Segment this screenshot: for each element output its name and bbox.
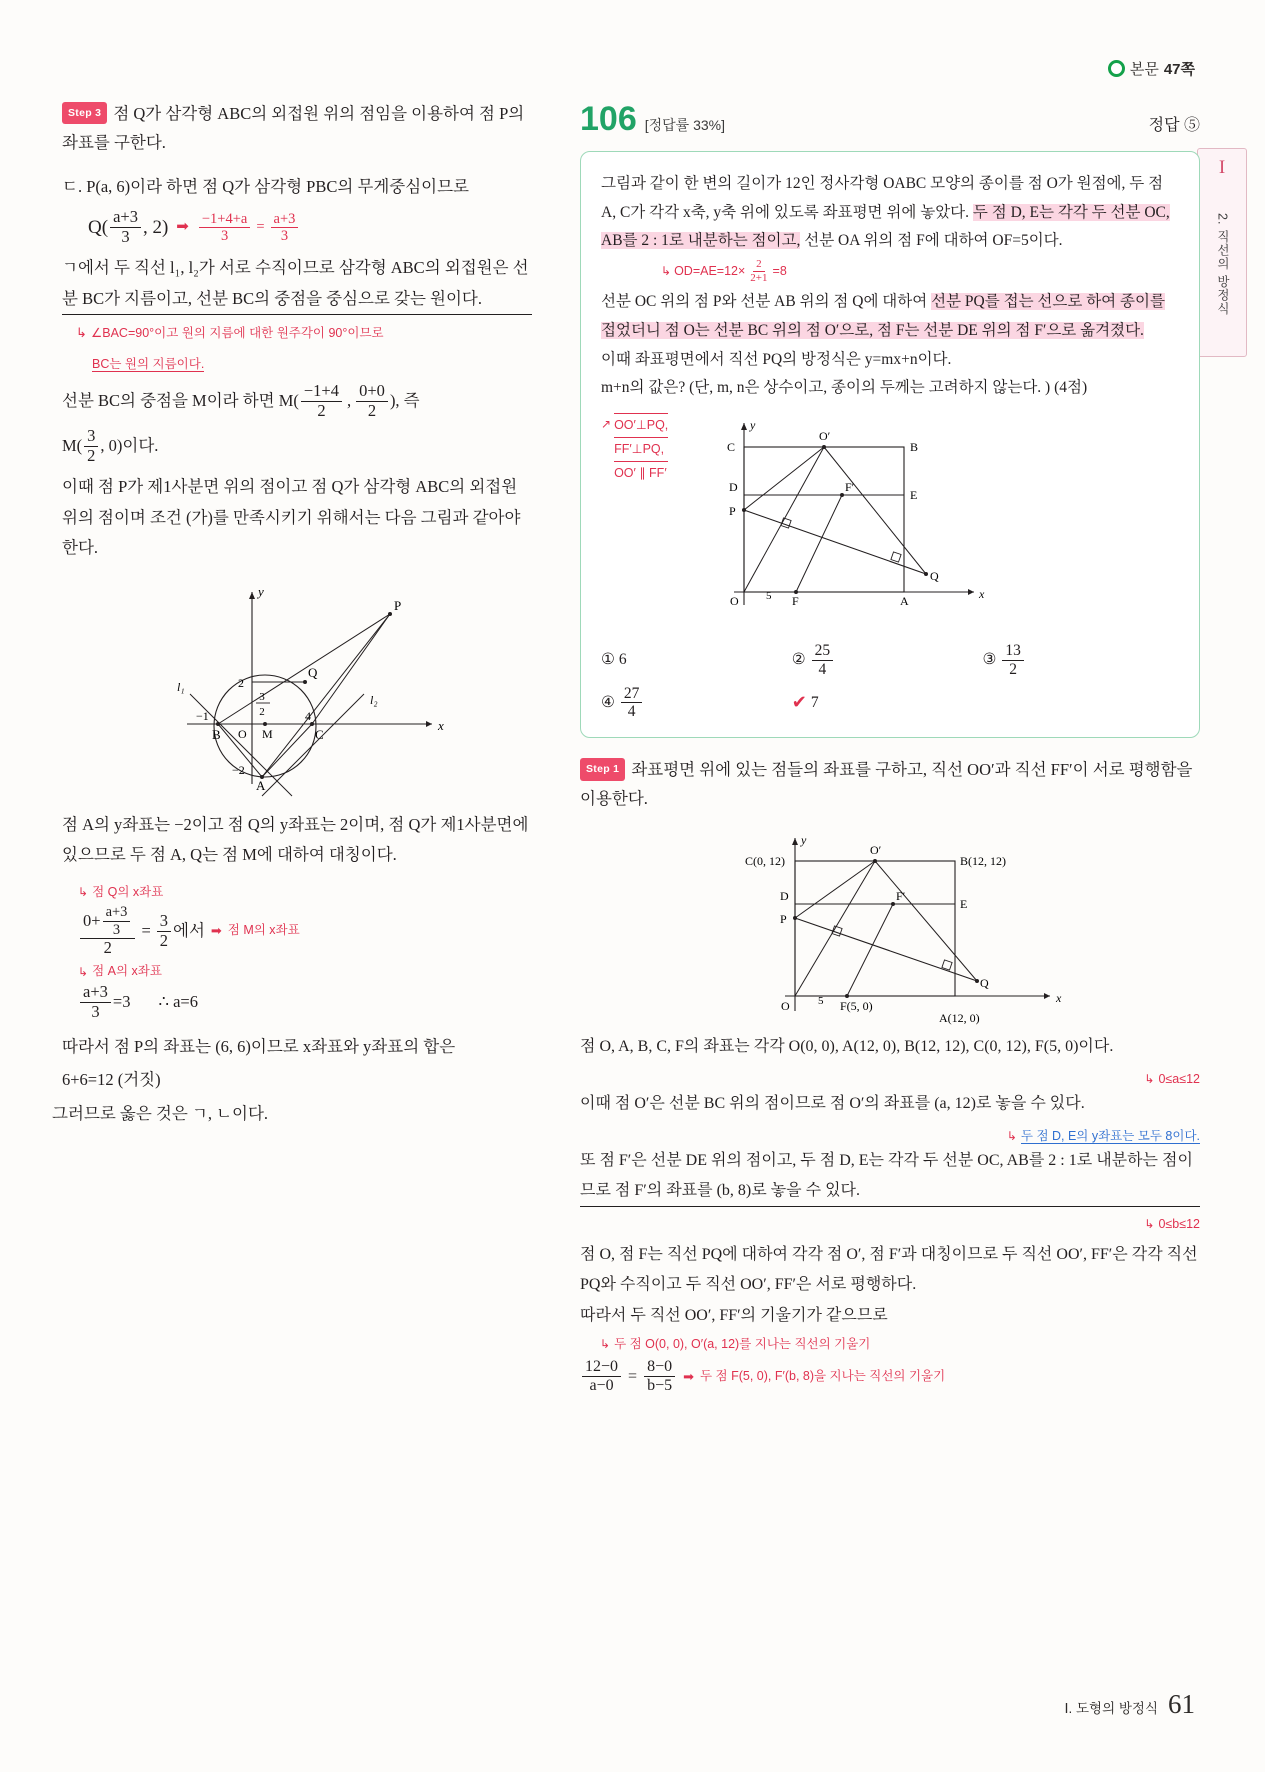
- problem-p3-pre: 선분 OC 위의 점 P와 선분 AB 위의 점 Q에 대하여: [601, 293, 932, 311]
- problem-p2-rest: 선분 OA 위의 점 F에 대하여 OF=5이다.: [804, 232, 1063, 250]
- step-badge: Step 3: [62, 102, 107, 124]
- svg-text:B: B: [212, 726, 221, 742]
- svg-text:4: 4: [305, 708, 311, 723]
- note-b-row: [580, 1209, 1200, 1239]
- arrow-icon: ➡: [176, 218, 189, 235]
- note-slope2: 두 점 F(5, 0), F′(b, 8)을 지나는 직선의 기울기: [700, 1369, 946, 1384]
- svg-text:P: P: [394, 597, 402, 613]
- choice-1-value: 6: [618, 650, 627, 668]
- svg-text:O: O: [781, 998, 790, 1013]
- q-suffix: , 2): [142, 217, 169, 239]
- line-final-1: 따라서 점 P의 좌표는 (6, 6)이므로 x좌표와 y좌표의 합은: [62, 1037, 456, 1057]
- problem-note-red-tail: =8: [772, 263, 787, 278]
- svg-text:D: D: [780, 888, 789, 903]
- svg-text:C(0, 12): C(0, 12): [745, 853, 785, 868]
- question-number: 106: [580, 100, 637, 138]
- line-conclusion: 그러므로 옳은 것은 ㄱ, ㄴ이다.: [52, 1104, 269, 1124]
- note-circle: [76, 317, 532, 378]
- step1-heading: [580, 756, 1200, 814]
- note-a: 0≤a≤12: [1158, 1071, 1200, 1086]
- svg-text:O: O: [238, 726, 247, 741]
- side-note-3: OO′ ∥ FF′: [614, 461, 668, 485]
- slope-left-num: 12−0: [582, 1358, 621, 1377]
- q-fraction: [110, 208, 141, 247]
- choice-2[interactable]: [792, 642, 983, 679]
- choice-3-num: 13: [1002, 642, 1024, 661]
- line-c: ㄷ. P(a, 6)이라 하면 점 Q가 삼각형 PBC의 무게중심이므로: [62, 176, 469, 196]
- footer-chapter: Ⅰ. 도형의 방정식: [1064, 1701, 1158, 1716]
- problem-note-red-num: 2: [753, 258, 765, 272]
- right-s4: 점 O, 점 F는 직선 PQ에 대하여 각각 점 O′, 점 F′과 대칭이므로 두 직선 OO′, FF′은 각각 직선 PQ와 수직이고 두 직선 OO′, FF′은 서로 평행하다.: [580, 1246, 1198, 1293]
- calc2-den: 3: [91, 1002, 100, 1022]
- q-prefix: Q(: [88, 217, 109, 239]
- calc-label-a: 점 A의 x좌표: [92, 964, 162, 979]
- q-note-eq: =: [256, 219, 265, 236]
- svg-text:Q: Q: [980, 975, 989, 990]
- check-mark-icon: ✔: [791, 692, 807, 713]
- choice-2-marker: ②: [791, 650, 806, 668]
- problem-figure-row: [601, 407, 1179, 622]
- note-b: 0≤b≤12: [1158, 1216, 1200, 1231]
- q-expression-row: [88, 208, 532, 247]
- side-note-1: OO′⊥PQ,: [614, 413, 668, 437]
- slope-left-den: a−0: [589, 1377, 614, 1395]
- choice-2-num: 25: [812, 642, 834, 661]
- q-note: [197, 211, 301, 245]
- calc-label-row-a: [78, 960, 532, 983]
- question-answer: 정답 ⑤: [1148, 117, 1200, 134]
- problem-p1: 그림과 같이 한 변의 길이가 12인 정사각형 OABC 모양의 종이를 점 O가 원점에, 두 점 A, C가 각각 x축, y축 위에 있도록 좌표평면 위에 놓았다.: [601, 175, 1164, 221]
- problem-side-notes: [601, 413, 668, 485]
- midpoint-frac2-den: 2: [367, 401, 377, 421]
- choice-3[interactable]: [982, 642, 1173, 679]
- svg-text:x: x: [438, 717, 444, 733]
- calc-rhs-den: 2: [159, 930, 168, 950]
- svg-text:F′: F′: [845, 479, 855, 494]
- slope-equation: [580, 1358, 1200, 1396]
- problem-note-red-frac: [747, 258, 770, 284]
- midpoint-result: [62, 427, 532, 466]
- calc-eq-1: [78, 904, 532, 958]
- choice-3-den: 2: [1009, 660, 1017, 678]
- svg-text:y: y: [801, 832, 807, 847]
- page-footer: [1065, 1689, 1195, 1720]
- arrow-icon-9: ↳: [1006, 1128, 1017, 1143]
- svg-text:P: P: [729, 503, 736, 518]
- problem-p5: m+n의 값은? (단, m, n은 상수이고, 종이의 두께는 고려하지 않는다. ) (4점): [601, 379, 1088, 397]
- right-s5: 따라서 두 직선 OO′, FF′의 기울기가 같으므로: [580, 1307, 888, 1325]
- svg-text:x: x: [979, 586, 985, 601]
- problem-note-red-text: OD=AE=12×: [674, 263, 746, 278]
- midpoint-comma: ,: [347, 391, 352, 411]
- arrow-icon-12: ➡: [683, 1368, 694, 1384]
- calc-label-row: [78, 881, 532, 904]
- calc-block: [78, 881, 532, 1023]
- side-tab: [1197, 148, 1247, 357]
- line-perp: ㄱ에서 두 직선 l₁, l₂가 서로 수직이므로 삼각형 ABC의 외접원은 선분 BC가 지름이고, 선분 BC의 중점을 중심으로 갖는 원이다.: [62, 253, 532, 315]
- arrow-icon-11: ↳: [600, 1337, 611, 1352]
- q-note-frac2-num: a+3: [271, 211, 299, 229]
- arrow-icon-4: ➡: [210, 922, 222, 938]
- calc-eq-sign: =: [141, 920, 151, 940]
- svg-text:−2: −2: [232, 762, 245, 777]
- step3-text: 점 Q가 삼각형 ABC의 외접원 위의 점임을 이용하여 점 P의 좌표를 구한다.: [62, 104, 525, 152]
- svg-text:B(12, 12): B(12, 12): [960, 853, 1006, 868]
- right-s1: 점 O, A, B, C, F의 좌표는 각각 O(0, 0), A(12, 0), B(12, 12), C(0, 12), F(5, 0)이다.: [580, 1037, 1114, 1055]
- midpoint-frac1-num: −1+4: [301, 382, 342, 402]
- choice-1-marker: ①: [601, 650, 615, 668]
- svg-text:F′: F′: [896, 888, 906, 903]
- note-slope1: 두 점 O(0, 0), O′(a, 12)를 지나는 직선의 기울기: [614, 1336, 871, 1351]
- midpoint-pre: 선분 BC의 중점을 M이라 하면 M(: [62, 391, 299, 411]
- svg-text:y: y: [258, 583, 264, 599]
- q-note-frac1-num: −1+4+a: [199, 211, 250, 229]
- side-tab-roman: I: [1218, 157, 1226, 178]
- slope-right-frac: [644, 1358, 675, 1396]
- svg-text:Q: Q: [308, 664, 318, 680]
- svg-text:C: C: [727, 439, 736, 454]
- calc2-frac: [80, 983, 111, 1022]
- choice-5[interactable]: [792, 685, 983, 722]
- reference-label: 본문: [1129, 61, 1159, 78]
- calc-zero-plus: 0+: [83, 910, 101, 930]
- calc-label-m: 점 M의 x좌표: [227, 923, 300, 938]
- svg-text:B: B: [910, 439, 919, 454]
- calc-inner-frac: [103, 904, 131, 938]
- svg-text:5: 5: [766, 589, 772, 602]
- left-column: [52, 100, 532, 1132]
- svg-text:y: y: [750, 417, 756, 432]
- arrow-icon-8: ↳: [1144, 1071, 1155, 1086]
- q-frac-den: 3: [121, 227, 130, 247]
- q-note-frac2-den: 3: [280, 228, 289, 245]
- midpoint-frac1: [301, 382, 342, 421]
- arrow-icon-3: ↳: [78, 885, 89, 900]
- midpoint-line: [62, 382, 532, 421]
- svg-text:F(5, 0): F(5, 0): [840, 998, 873, 1013]
- choice-5-value: 7: [810, 693, 819, 711]
- problem-box: [580, 151, 1200, 738]
- calc-outer-num: [80, 904, 135, 939]
- calc-rhs-num: 3: [157, 912, 171, 932]
- svg-text:l₂: l₂: [370, 692, 378, 707]
- footer-page-number: 61: [1168, 1689, 1195, 1719]
- choice-1[interactable]: [601, 642, 792, 679]
- note-slope1-row: [600, 1333, 1200, 1356]
- q-note-frac1-den: 3: [220, 228, 229, 245]
- svg-text:2: 2: [259, 705, 265, 718]
- svg-text:F: F: [792, 593, 799, 608]
- line-condition: 이때 점 P가 제1사분면 위의 점이고 점 Q가 삼각형 ABC의 외접원 위의 점이며 조건 (가)를 만족시키기 위해서는 다음 그림과 같아야 한다.: [62, 477, 521, 558]
- q-note-frac2: [271, 211, 299, 245]
- choice-4-fraction: [621, 685, 643, 722]
- calc-rhs-frac: [157, 912, 171, 951]
- question-rate: [정답률 33%]: [644, 117, 725, 133]
- choice-3-fraction: [1002, 642, 1024, 679]
- problem-note-red-den: 2+1: [750, 271, 768, 284]
- arrow-icon-7: ↗: [601, 416, 612, 431]
- calc-label-q: 점 Q의 x좌표: [92, 884, 164, 899]
- choice-2-fraction: [812, 642, 834, 679]
- midpoint-post: ), 즉: [389, 391, 420, 411]
- svg-text:A(12, 0): A(12, 0): [939, 1010, 980, 1025]
- slope-eq-sign: =: [628, 1368, 638, 1386]
- arrow-icon-2: ↳: [76, 325, 87, 341]
- midpoint-frac1-den: 2: [317, 401, 326, 421]
- problem-p4: 이때 좌표평면에서 직선 PQ의 방정식은 y=mx+n이다.: [601, 350, 952, 368]
- right-s3: 또 점 F′은 선분 DE 위의 점이고, 두 점 D, E는 각각 두 선분 OC, AB를 2 : 1로 내분하는 점이므로 점 F′의 좌표를 (b, 8)로 놓을 수 있다.: [580, 1146, 1200, 1206]
- q-frac-num: a+3: [110, 208, 141, 228]
- midpoint-result-pre: M(: [62, 436, 83, 456]
- calc-inner-num: a+3: [103, 904, 131, 922]
- step1-text: 좌표평면 위에 있는 점들의 좌표를 구하고, 직선 OO′과 직선 FF′이 서로 평행함을 이용한다.: [580, 760, 1193, 809]
- calc-inner-den: 3: [112, 921, 121, 938]
- left-body: [62, 172, 532, 564]
- note-circle-line2: BC는 원의 지름이다.: [92, 356, 205, 371]
- arrow-icon-6: ↳: [661, 264, 672, 279]
- midpoint-result-frac: [84, 427, 98, 466]
- choice-4-num: 27: [621, 685, 643, 704]
- svg-text:P: P: [780, 911, 787, 926]
- note-de: 두 점 D, E의 y좌표는 모두 8이다.: [1020, 1128, 1200, 1143]
- calc-outer-frac: [80, 904, 135, 958]
- slope-right-den: b−5: [647, 1377, 673, 1395]
- calc-outer-den: 2: [103, 938, 112, 958]
- midpoint-frac2-num: 0+0: [356, 382, 388, 402]
- left-body-2: [52, 810, 532, 1130]
- slope-right-num: 8−0: [644, 1358, 675, 1377]
- choice-list: [601, 636, 1179, 721]
- side-tab-label: 2. 직선의 방정식: [1215, 212, 1230, 316]
- calc-tail: 에서: [173, 920, 205, 940]
- q-note-frac1: [199, 211, 250, 245]
- midpoint-result-num: 3: [84, 427, 98, 447]
- line-symmetry: 점 A의 y좌표는 −2이고 점 Q의 y좌표는 2이며, 점 Q가 제1사분면에 있으므로 두 점 A, Q는 점 M에 대하여 대칭이다.: [62, 814, 529, 865]
- problem-note-red: [661, 258, 1179, 284]
- calc2-num: a+3: [80, 983, 111, 1003]
- side-note-2: FF′⊥PQ,: [614, 437, 668, 461]
- svg-text:M: M: [262, 726, 273, 741]
- choice-4-marker: ④: [601, 693, 615, 711]
- svg-text:5: 5: [818, 994, 824, 1007]
- svg-text:A: A: [900, 593, 909, 608]
- choice-4[interactable]: [601, 685, 792, 722]
- calc2-result: ∴ a=6: [158, 992, 198, 1012]
- svg-text:l₁: l₁: [177, 679, 185, 694]
- slope-left-frac: [582, 1358, 621, 1396]
- page-reference: [1108, 58, 1195, 79]
- choice-2-den: 4: [818, 660, 827, 678]
- svg-text:D: D: [729, 479, 738, 494]
- svg-text:O′: O′: [819, 428, 831, 443]
- svg-text:−1: −1: [196, 708, 209, 723]
- right-body: [580, 1032, 1200, 1396]
- svg-text:C: C: [315, 726, 324, 742]
- figure-2: [580, 826, 1200, 1026]
- svg-text:O: O: [730, 593, 739, 608]
- arrow-icon-5: ↳: [78, 964, 89, 979]
- reference-page: 47쪽: [1163, 61, 1195, 78]
- question-header: [580, 100, 1200, 139]
- problem-p3-highlight: 선분 PQ를 접는 선으로 하여 종이를 접었더니 점 O는 선분 BC 위의 점 O′으로, 점 F는 선분 DE 위의 점 F′으로 옮겨졌다.: [601, 293, 1165, 339]
- right-s2: 이때 점 O′은 선분 BC 위의 점이므로 점 O′의 좌표를 (a, 12)로 놓을 수 있다.: [580, 1095, 1085, 1113]
- figure-1: [62, 574, 532, 804]
- svg-text:E: E: [960, 896, 968, 911]
- svg-text:E: E: [910, 487, 918, 502]
- arrow-icon-10: ↳: [1144, 1216, 1155, 1231]
- problem-figure-svg: [674, 407, 1004, 622]
- midpoint-result-post: , 0)이다.: [100, 436, 159, 456]
- bullet-icon: [1108, 60, 1125, 77]
- svg-text:O′: O′: [870, 842, 882, 857]
- svg-text:A: A: [256, 777, 266, 793]
- midpoint-result-den: 2: [87, 446, 96, 466]
- step3-heading: [62, 100, 532, 158]
- note-circle-line1: ∠BAC=90°이고 원의 지름에 대한 원주각이 90°이므로: [91, 326, 384, 341]
- choice-3-marker: ③: [982, 650, 997, 668]
- right-column: [580, 100, 1200, 1396]
- calc2-eq: =3: [112, 992, 131, 1012]
- step-badge-1: Step 1: [580, 758, 625, 780]
- svg-text:Q: Q: [930, 568, 939, 583]
- svg-text:2: 2: [238, 675, 244, 690]
- choice-4-den: 4: [627, 703, 636, 721]
- line-final-2: 6+6=12 (거짓): [62, 1069, 161, 1089]
- calc-eq-2: [78, 983, 532, 1022]
- problem-p2-highlight: 두 점 D, E는 각각 두 선분 OC, AB를 2 : 1로 내분하는 점이고,: [601, 203, 1170, 250]
- svg-text:3: 3: [259, 690, 265, 703]
- midpoint-frac2: [356, 382, 388, 421]
- svg-text:x: x: [1056, 990, 1062, 1005]
